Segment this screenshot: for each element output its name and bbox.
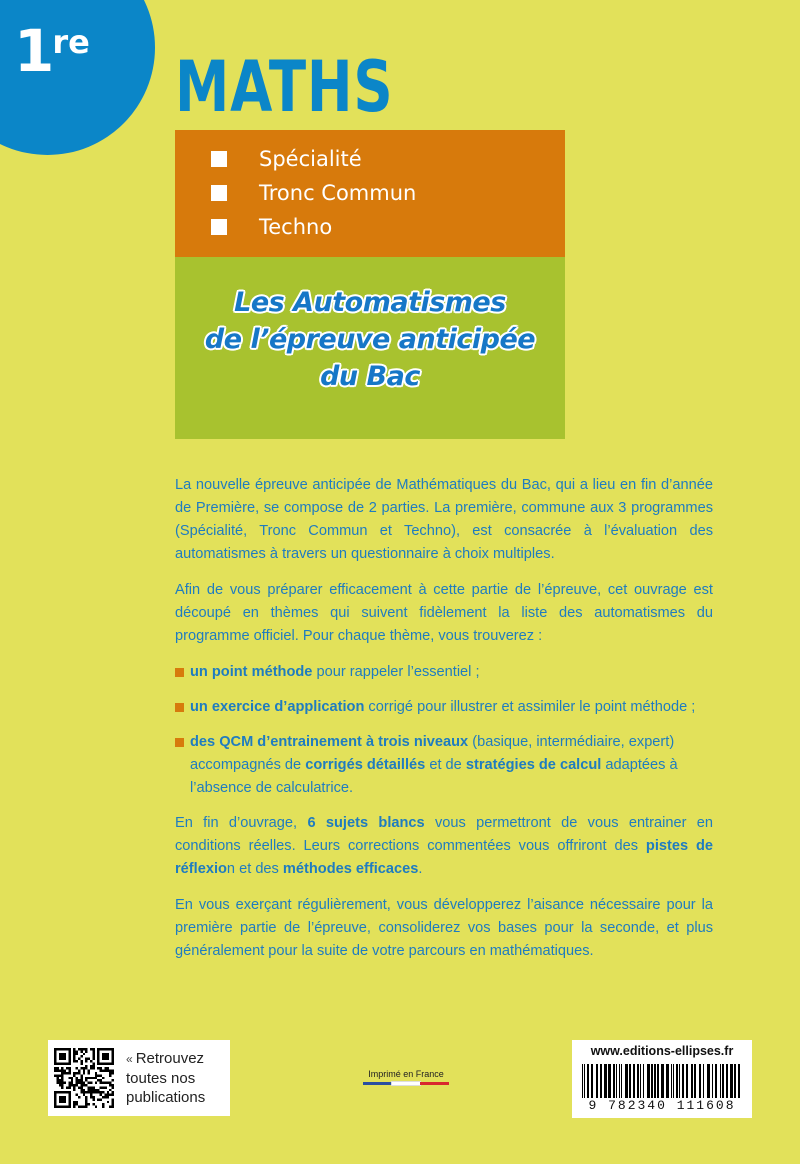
subtitle-line: du Bac xyxy=(320,361,420,392)
back-cover-description xyxy=(175,474,713,976)
qr-code-icon[interactable] xyxy=(54,1048,114,1108)
level-badge-label: 1re xyxy=(14,17,90,85)
french-flag-icon xyxy=(363,1082,449,1085)
isbn-number: 9 782340 111608 xyxy=(578,1098,746,1113)
subtitle-line: Les Automatismes xyxy=(234,287,506,318)
paragraph-mock-exams: En fin d’ouvrage, 6 sujets blancs vous permettront de vous entrainer en conditions réelles. Leurs corrections commentées vous offriront des pistes de réflexion et des méthodes efficaces. xyxy=(175,815,714,877)
barcode-icon xyxy=(580,1064,744,1102)
printed-in-france: Imprimé en France xyxy=(361,1069,451,1085)
qr-panel xyxy=(48,1040,230,1116)
tracks-box xyxy=(175,130,565,257)
square-bullet-icon xyxy=(175,668,184,677)
square-bullet-icon xyxy=(175,738,184,747)
barcode-panel xyxy=(572,1040,752,1118)
subtitle-box xyxy=(175,257,565,439)
list-item: un point méthode pour rappeler l’essentiel ; xyxy=(175,661,713,684)
track-item: Tronc Commun xyxy=(175,176,565,210)
square-bullet-icon xyxy=(211,185,227,201)
square-bullet-icon xyxy=(211,219,227,235)
publisher-website: www.editions-ellipses.fr xyxy=(590,1044,734,1058)
subtitle-line: de l’épreuve anticipée xyxy=(204,324,536,355)
track-item: Techno xyxy=(175,210,565,244)
list-item: des QCM d’entrainement à trois niveaux (basique, intermédiaire, expert) accompagnés de corrigés détaillés et de stratégies de calcul adaptées à l’absence de calculatrice. xyxy=(175,731,713,800)
qr-caption: « Retrouvez toutes nos publications xyxy=(126,1050,206,1106)
paragraph-structure: Afin de vous préparer efficacement à cette partie de l’épreuve, cet ouvrage est découpé en thèmes qui suivent fidèlement la liste des automatismes du programme officiel. Pour chaque thème, vous trouverez : xyxy=(175,582,713,644)
square-bullet-icon xyxy=(175,703,184,712)
square-bullet-icon xyxy=(211,151,227,167)
paragraph-conclusion: En vous exerçant régulièrement, vous développerez l’aisance nécessaire pour la première partie de l’épreuve, consoliderez vos bases pour la seconde, et plus généralement pour la suite de votre parcours en mathématiques. xyxy=(175,897,713,959)
paragraph-intro: La nouvelle épreuve anticipée de Mathématiques du Bac, qui a lieu en fin d’année de Première, se compose de 2 parties. La première, commune aux 3 programmes (Spécialité, Tronc Commun et Techno), est consacrée à l’évaluation des automatismes à travers un questionnaire à choix multiples. xyxy=(175,477,713,562)
list-item: un exercice d’application corrigé pour illustrer et assimiler le point méthode ; xyxy=(175,696,713,719)
chevron-left-icon: « xyxy=(126,1052,133,1066)
book-title: MATHS xyxy=(175,46,394,128)
track-item: Spécialité xyxy=(175,142,565,176)
